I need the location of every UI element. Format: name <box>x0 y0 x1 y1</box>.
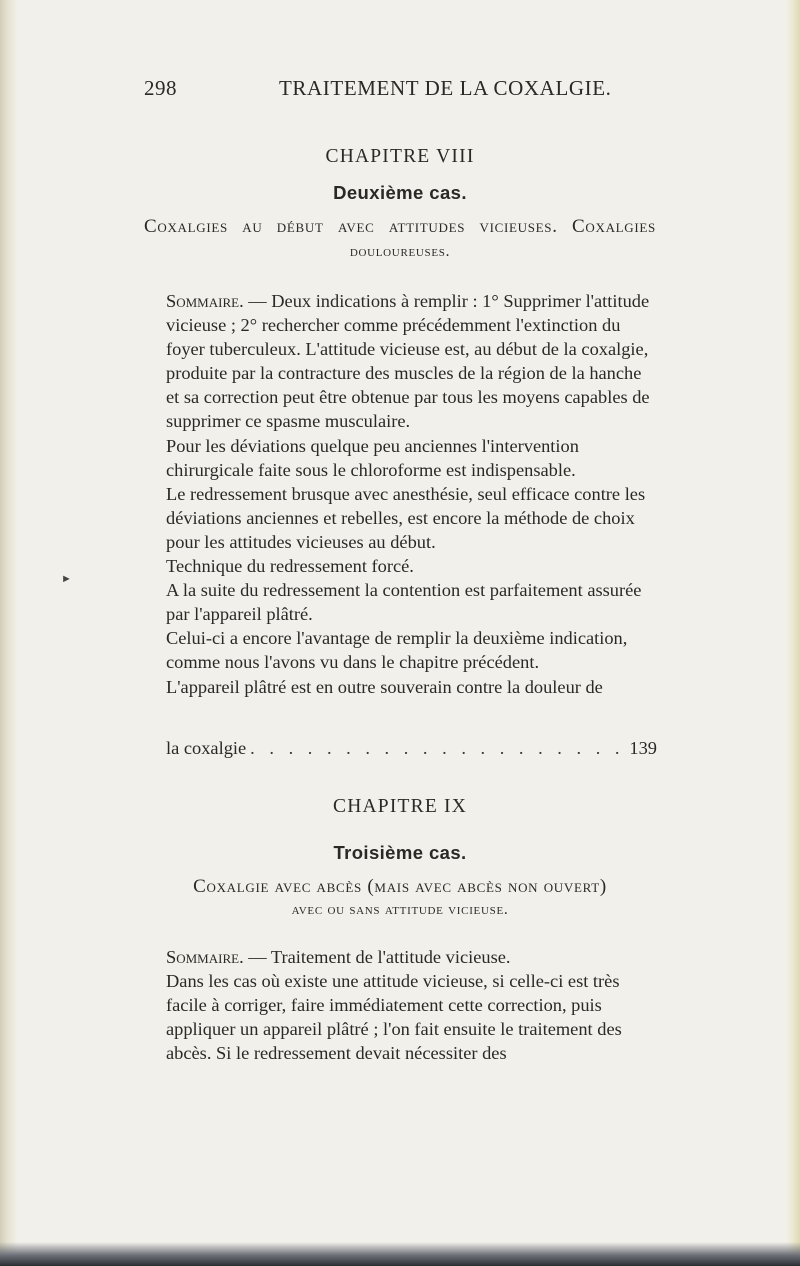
chapter-9-body <box>144 945 657 1065</box>
chapter-8-case-title: Deuxième cas. <box>333 182 467 203</box>
chapter-8-heading: CHAPITRE VIII <box>325 146 475 167</box>
chapter-8-summary <box>144 289 657 434</box>
chapter-8-paragraph: Pour les déviations quelque peu anciennes l'intervention chirurgicale faite sous le chloroforme est indispensable. <box>166 435 579 480</box>
chapter-9-subtitle-line-1: Coxalgie avec abcès (mais avec abcès non ouvert) <box>193 876 607 897</box>
chapter-8-subtitle-line-1: Coxalgies au début avec attitudes vicieuses. Coxalgies <box>144 216 656 237</box>
toc-leader-dots <box>250 736 625 760</box>
summary-text: — Deux indications à remplir : 1° Supprimer l'attitude vicieuse ; 2° rechercher comme précédemment l'extinction du foyer tuberculeux. L'attitude vicieuse est, au début de la coxalgie, produite par la contracture des muscles de la région de la hanche et sa correction peut être obtenue par tous les moyens capables de supprimer ce spasme musculaire. <box>166 291 650 432</box>
chapter-9-summary <box>144 945 657 969</box>
toc-entry <box>166 736 657 760</box>
chapter-8-paragraph: Le redressement brusque avec anesthésie, seul efficace contre les déviations anciennes et rebelles, est encore la méthode de choix pour les attitudes vicieuses au début. <box>166 483 646 552</box>
summary-label: Sommaire. <box>166 947 244 967</box>
chapter-8-subtitle-line-2: douloureuses. <box>349 243 451 260</box>
summary-label: Sommaire. <box>166 291 244 311</box>
summary-text: — Traitement de l'attitude vicieuse. <box>243 947 511 967</box>
chapter-8-paragraph: A la suite du redressement la contention est parfaitement assurée par l'appareil plâtré. <box>166 580 642 625</box>
page-number: 298 <box>144 76 177 100</box>
margin-arrow-mark: ► <box>61 573 72 585</box>
toc-page-number: 139 <box>629 738 657 758</box>
page-edge-left <box>0 0 18 1266</box>
chapter-8-paragraph: Technique du redressement forcé. <box>166 556 414 577</box>
running-header <box>144 76 664 106</box>
page-edge-right <box>786 0 800 1266</box>
chapter-8-toc-paragraph: L'appareil plâtré est en outre souverain contre la douleur de <box>166 676 603 697</box>
chapter-9-heading: CHAPITRE IX <box>333 796 467 817</box>
scan-bottom-shadow <box>0 1242 800 1266</box>
chapter-9-paragraph: Dans les cas où existe une attitude vicieuse, si celle-ci est très facile à corriger, faire immédiatement cette correction, puis appliquer un appareil plâtré ; l'on fait ensuite le traitement des abcès. Si le redressement devait nécessiter des <box>166 971 622 1064</box>
chapter-8-body <box>144 289 657 699</box>
running-title: TRAITEMENT DE LA COXALGIE. <box>279 76 612 100</box>
chapter-8-paragraph: Celui-ci a encore l'avantage de remplir la deuxième indication, comme nous l'avons vu dans le chapitre précédent. <box>166 628 628 673</box>
chapter-9-case-title: Troisième cas. <box>333 842 467 863</box>
toc-entry-text: la coxalgie <box>166 738 247 758</box>
chapter-9-subtitle-line-2: avec ou sans attitude vicieuse. <box>291 901 509 918</box>
